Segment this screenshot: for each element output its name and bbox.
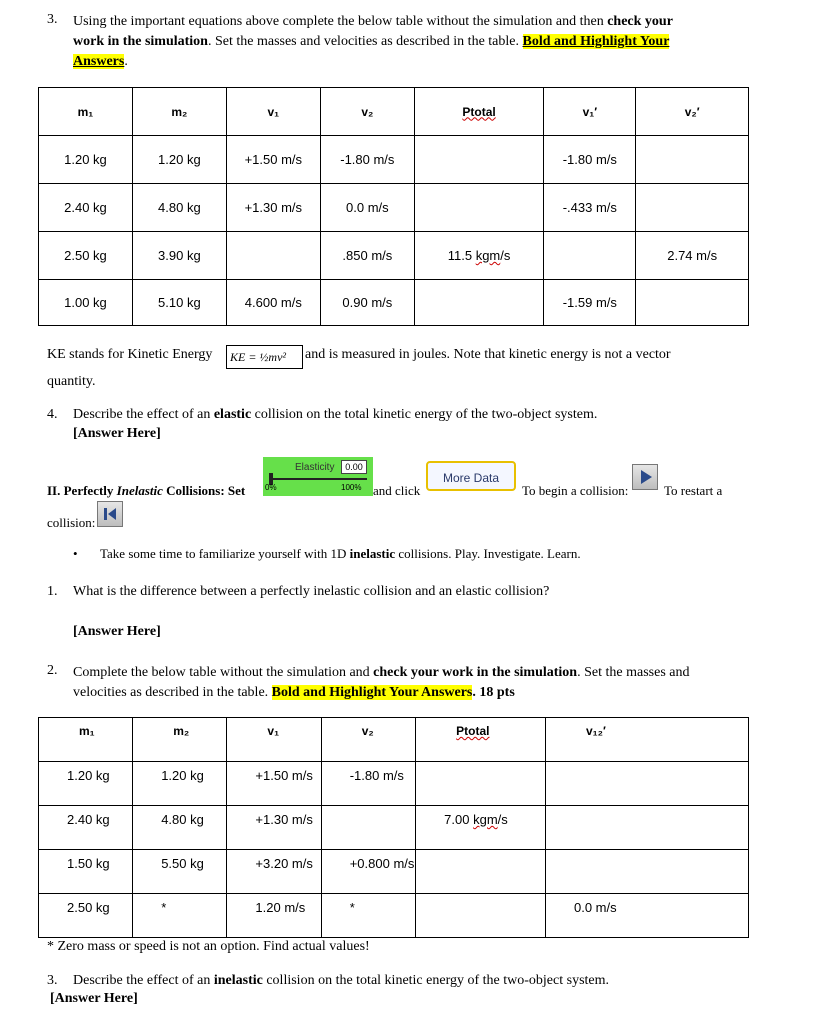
ke-formula: KE = ½mv² [226, 345, 303, 369]
table-row [39, 184, 749, 232]
header-cell: v₁′ [544, 88, 636, 136]
table-cell: -.433 m/s [544, 184, 636, 232]
table-cell[interactable] [321, 806, 415, 850]
table-cell: -1.59 m/s [544, 280, 636, 326]
table-cell: 11.5 kgm/s [414, 232, 543, 280]
table-cell: 2.40 kg [39, 184, 133, 232]
table-cell: +1.30 m/s [227, 806, 321, 850]
elasticity-min-label: 0% [265, 483, 277, 492]
table-cell: 2.74 m/s [636, 232, 749, 280]
q2-text: Complete the below table without the simulation and check your work in the simulation. Set the masses and velocities as described in the table. Bold and Highlight Your Answers. 18 pts [73, 665, 690, 700]
table-cell: 0.0 m/s [545, 894, 748, 938]
elastic-collision-table [38, 87, 749, 326]
table-cell: * [133, 894, 227, 938]
begin-collision-text: To begin a collision: [522, 483, 629, 498]
table-cell: 5.50 kg [133, 850, 227, 894]
header-cell: v₁ [227, 718, 321, 762]
table-cell: 4.80 kg [132, 184, 226, 232]
table-cell: 4.600 m/s [226, 280, 320, 326]
table-cell: 3.90 kg [132, 232, 226, 280]
elasticity-track[interactable] [269, 478, 367, 480]
q1-answer[interactable]: [Answer Here] [73, 624, 161, 639]
ke-text-c: quantity. [47, 374, 96, 389]
table-cell: 2.50 kg [39, 894, 133, 938]
table-row [39, 136, 749, 184]
play-icon [633, 465, 657, 489]
table-cell: -1.80 m/s [320, 136, 414, 184]
header-cell: m₂ [133, 718, 227, 762]
table-row [39, 850, 749, 894]
table-cell[interactable] [545, 806, 748, 850]
elasticity-slider[interactable] [263, 457, 373, 496]
q3b-answer[interactable]: [Answer Here] [50, 991, 138, 1006]
table-cell: 1.00 kg [39, 280, 133, 326]
table-row [39, 806, 749, 850]
q3b-number: 3. [47, 973, 58, 988]
ke-text-a: KE stands for Kinetic Energy [47, 347, 213, 362]
table-cell: 1.20 kg [133, 762, 227, 806]
q4-number: 4. [47, 407, 58, 422]
table-cell: -1.80 m/s [321, 762, 415, 806]
table-cell[interactable] [416, 894, 546, 938]
table-cell[interactable] [414, 136, 543, 184]
q1-text: What is the difference between a perfectly inelastic collision and an elastic collision? [73, 584, 550, 599]
table-cell[interactable] [636, 280, 749, 326]
table-cell[interactable] [545, 762, 748, 806]
unit-kgm: kgm [473, 812, 498, 827]
q1-number: 1. [47, 584, 58, 599]
table-cell: +1.50 m/s [226, 136, 320, 184]
table-cell: 1.20 m/s [227, 894, 321, 938]
table-row [39, 894, 749, 938]
table-cell: 4.80 kg [133, 806, 227, 850]
table-cell: +3.20 m/s [227, 850, 321, 894]
table-row [39, 280, 749, 326]
q3b-text: Describe the effect of an inelastic collision on the total kinetic energy of the two-object system. [73, 973, 610, 988]
header-cell: v₂′ [636, 88, 749, 136]
header-cell: v₂ [321, 718, 415, 762]
zero-note: * Zero mass or speed is not an option. Find actual values! [47, 939, 370, 954]
table-cell: +0.800 m/s [321, 850, 415, 894]
restart-icon [98, 502, 122, 526]
highlight-instruction: Bold and Highlight Your [522, 34, 670, 49]
restart-text: To restart a [664, 483, 723, 498]
elasticity-max-label: 100% [341, 483, 362, 492]
q2-number: 2. [47, 663, 58, 678]
table-cell: +1.50 m/s [227, 762, 321, 806]
header-cell: v₂ [320, 88, 414, 136]
q3-number: 3. [47, 12, 58, 27]
highlight-instruction-2: Bold and Highlight Your Answers [271, 685, 473, 700]
and-click-text: and click [373, 483, 421, 498]
table-cell: 7.00 kgm/s [416, 806, 546, 850]
header-cell: m₁ [39, 718, 133, 762]
table-cell: 1.50 kg [39, 850, 133, 894]
table-cell[interactable] [226, 232, 320, 280]
bullet-dot: • [73, 546, 78, 561]
table-cell: -1.80 m/s [544, 136, 636, 184]
table-cell: 1.20 kg [39, 762, 133, 806]
table-cell: 5.10 kg [132, 280, 226, 326]
table-cell: 1.20 kg [132, 136, 226, 184]
header-cell: Ptotal [414, 88, 543, 136]
header-cell: m₁ [39, 88, 133, 136]
table-cell[interactable] [636, 184, 749, 232]
table-cell: +1.30 m/s [226, 184, 320, 232]
table-row [39, 762, 749, 806]
table-cell[interactable] [636, 136, 749, 184]
table-cell[interactable] [544, 232, 636, 280]
q3-text: Using the important equations above complete the below table without the simulation and then check your work in the simulation. Set the masses and velocities as described in the table. Bold and Highlight Your Answers. [73, 14, 673, 69]
table-cell: 0.0 m/s [320, 184, 414, 232]
header-cell: Ptotal [416, 718, 546, 762]
ke-text-b: and is measured in joules. Note that kinetic energy is not a vector [305, 347, 671, 362]
table-cell[interactable] [416, 850, 546, 894]
collision-text: collision: [47, 515, 96, 530]
table-cell: 1.20 kg [39, 136, 133, 184]
bullet-text: Take some time to familiarize yourself with 1D inelastic collisions. Play. Investigate. Learn. [100, 546, 581, 561]
table-cell: * [321, 894, 415, 938]
table-cell[interactable] [414, 184, 543, 232]
unit-kgm: kgm [475, 248, 501, 263]
play-button[interactable] [632, 464, 658, 490]
restart-button[interactable] [97, 501, 123, 527]
header-cell: v₁₂′ [545, 718, 748, 762]
table-cell: 2.40 kg [39, 806, 133, 850]
table-cell[interactable] [545, 850, 748, 894]
q4-answer[interactable]: [Answer Here] [73, 426, 161, 441]
table-cell[interactable] [414, 280, 543, 326]
elasticity-label: Elasticity [295, 462, 335, 473]
more-data-button[interactable]: More Data [426, 461, 516, 491]
q4-text: Describe the effect of an elastic collision on the total kinetic energy of the two-object system. [73, 407, 598, 422]
table-cell: 2.50 kg [39, 232, 133, 280]
header-cell: m₂ [132, 88, 226, 136]
table-cell: .850 m/s [320, 232, 414, 280]
header-cell: v₁ [226, 88, 320, 136]
section2-title: II. Perfectly Inelastic Collisions: Set [47, 483, 246, 498]
table-row [39, 232, 749, 280]
table-cell[interactable] [416, 762, 546, 806]
inelastic-collision-table [38, 717, 749, 938]
elasticity-value-field[interactable]: 0.00 [341, 460, 367, 474]
table-cell: 0.90 m/s [320, 280, 414, 326]
